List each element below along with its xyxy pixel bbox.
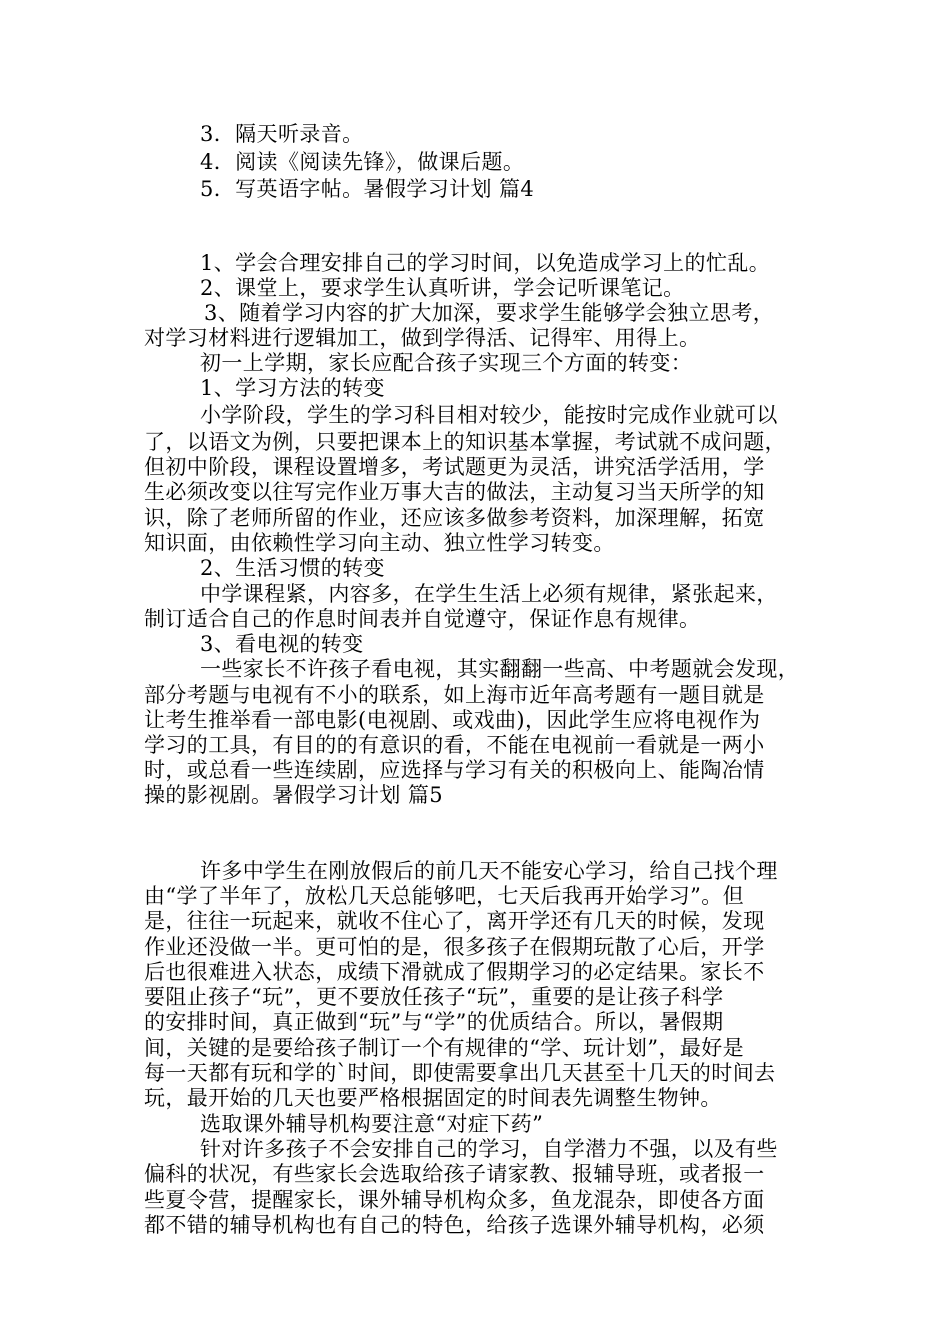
list-item: 3．隔天听录音。: [200, 122, 364, 146]
list-item: 4．阅读《阅读先锋》，做课后题。: [200, 150, 525, 174]
paragraph-line: 针对许多孩子不会安排自己的学习，自学潜力不强，以及有些: [200, 1137, 778, 1161]
paragraph-line: 但初中阶段，课程设置增多，考试题更为灵活，讲究活学活用，学: [144, 455, 765, 479]
section-heading-line: 操的影视剧。暑假学习计划 篇5: [144, 783, 444, 807]
paragraph-line: 小学阶段，学生的学习科目相对较少，能按时完成作业就可以: [200, 403, 778, 427]
paragraph-line: 时，或总看一些连续剧，应选择与学习有关的积极向上、能陶冶情: [144, 758, 765, 782]
paragraph-line: 识，除了老师所留的作业，还应该多做参考资料，加深理解，拓宽: [144, 506, 765, 530]
paragraph-line: 些夏令营，提醒家长，课外辅导机构众多，鱼龙混杂，即使各方面: [144, 1188, 765, 1212]
paragraph-line: 学习的工具，有目的的有意识的看，不能在电视前一看就是一两小: [144, 733, 765, 757]
list-item: 1、学会合理安排自己的学习时间，以免造成学习上的忙乱。: [200, 251, 771, 275]
paragraph-line: 许多中学生在刚放假后的前几天不能安心学习，给自己找个理: [200, 859, 778, 883]
paragraph-line: 后也很难进入状态，成绩下滑就成了假期学习的必定结果。家长不: [144, 960, 765, 984]
subheading: 1、学习方法的转变: [200, 376, 385, 400]
paragraph-line: 一些家长不许孩子看电视，其实翻翻一些高、中考题就会发现，: [200, 657, 800, 681]
subheading: 选取课外辅导机构要注意“对症下药”: [200, 1112, 544, 1136]
paragraph-line: 要阻止孩子“玩”，更不要放任孩子“玩”，重要的是让孩子科学: [144, 985, 724, 1009]
section-heading-line: 5．写英语字帖。暑假学习计划 篇4: [200, 177, 535, 201]
paragraph-line: 让考生推举看一部电影(电视剧、或戏曲)，因此学生应将电视作为: [144, 708, 761, 732]
paragraph-line: 是，往往一玩起来，就收不住心了，离开学还有几天的时候，发现: [144, 909, 765, 933]
paragraph-line: 了，以语文为例，只要把课本上的知识基本掌握，考试就不成问题，: [144, 430, 786, 454]
paragraph-line: 都不错的辅导机构也有自己的特色，给孩子选课外辅导机构，必须: [144, 1213, 765, 1237]
paragraph-line: 部分考题与电视有不小的联系，如上海市近年高考题有一题目就是: [144, 683, 765, 707]
subheading: 3、看电视的转变: [200, 632, 364, 656]
paragraph-line: 对学习材料进行逻辑加工，做到学得活、记得牢、用得上。: [144, 326, 701, 350]
list-item: 2、课堂上，要求学生认真听讲，学会记听课笔记。: [200, 276, 685, 300]
paragraph-line: 作业还没做一半。更可怕的是，很多孩子在假期玩散了心后，开学: [144, 935, 765, 959]
paragraph-line: 每一天都有玩和学的`时间，即使需要拿出几天甚至十几天的时间去: [144, 1061, 776, 1085]
paragraph-line: 制订适合自己的作息时间表并自觉遵守，保证作息有规律。: [144, 607, 701, 631]
paragraph-line: 由“学了半年了，放松几天总能够吧，七天后我再开始学习”。但: [144, 884, 745, 908]
paragraph-line: 玩，最开始的几天也要严格根据固定的时间表先调整生物钟。: [144, 1086, 722, 1110]
paragraph-line: 偏科的状况，有些家长会选取给孩子请家教、报辅导班，或者报一: [144, 1162, 765, 1186]
paragraph-line: 中学课程紧，内容多，在学生生活上必须有规律，紧张起来，: [200, 582, 778, 606]
paragraph-line: 生必须改变以往写完作业万事大吉的做法，主动复习当天所学的知: [144, 480, 765, 504]
paragraph-line: 初一上学期，家长应配合孩子实现三个方面的转变：: [200, 351, 693, 375]
list-item: 3、随着学习内容的扩大加深，要求学生能够学会独立思考，: [204, 301, 775, 325]
paragraph-line: 知识面，由依赖性学习向主动、独立性学习转变。: [144, 531, 615, 555]
paragraph-line: 间，关键的是要给孩子制订一个有规律的“学、玩计划”，最好是: [144, 1036, 745, 1060]
paragraph-line: 的安排时间，真正做到“玩”与“学”的优质结合。所以，暑假期: [144, 1010, 724, 1034]
subheading: 2、生活习惯的转变: [200, 556, 385, 580]
